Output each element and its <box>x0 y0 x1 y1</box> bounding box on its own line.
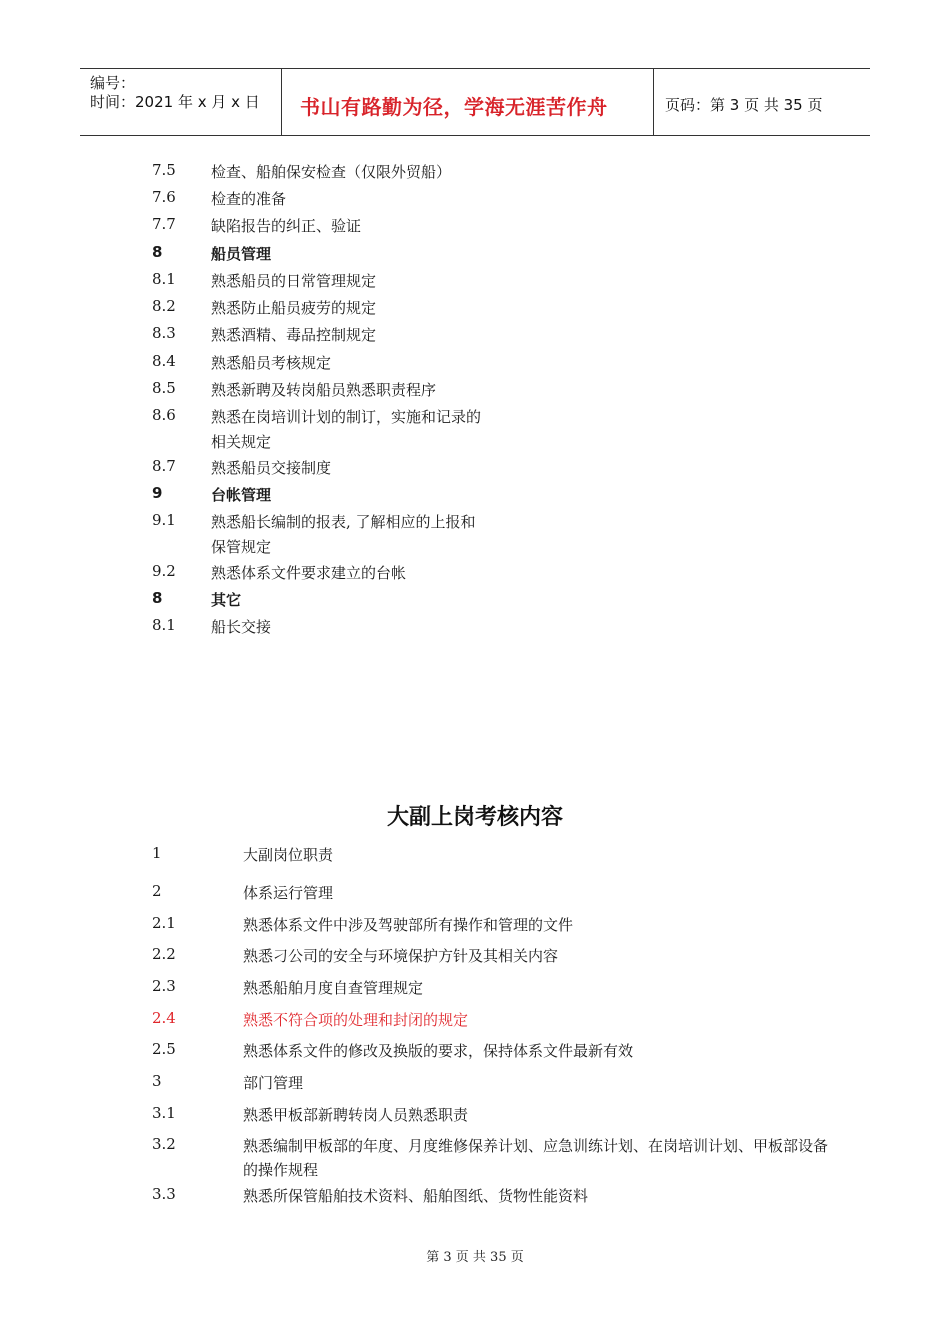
item-number: 8.1 <box>152 270 176 288</box>
item-text-continued: 相关规定 <box>211 433 272 451</box>
section-title: 大副上岗考核内容 <box>386 805 563 830</box>
item-number: 9 <box>152 484 163 502</box>
item-text: 检查、船舶保安检查（仅限外贸船） <box>211 163 452 181</box>
item-text: 熟悉船舶月度自查管理规定 <box>243 979 424 997</box>
item-number: 8.4 <box>152 352 176 370</box>
item-number: 3 <box>152 1072 162 1090</box>
item-text: 熟悉船长编制的报表, 了解相应的上报和 <box>211 513 476 531</box>
item-number: 8.2 <box>152 297 176 315</box>
item-number: 8.3 <box>152 324 176 342</box>
time-label: 时间：2021 年 x 月 x 日 <box>90 93 260 111</box>
item-text: 熟悉酒精、毒品控制规定 <box>211 326 377 344</box>
item-text: 其它 <box>211 591 242 609</box>
item-text: 熟悉甲板部新聘转岗人员熟悉职责 <box>243 1106 469 1124</box>
item-text: 缺陷报告的纠正、验证 <box>211 217 362 235</box>
item-number: 7.6 <box>152 188 176 206</box>
header-motto: 书山有路勤为径，学海无涯苦作舟 <box>300 95 608 119</box>
item-number: 8.6 <box>152 406 176 424</box>
item-text: 熟悉船员考核规定 <box>211 354 332 372</box>
header-divider <box>281 69 282 135</box>
item-number: 2.5 <box>152 1040 176 1058</box>
serial-label: 编号： <box>90 74 136 92</box>
item-number: 3.3 <box>152 1185 176 1203</box>
item-text: 熟悉在岗培训计划的制订，实施和记录的 <box>211 408 482 426</box>
item-text: 熟悉所保管船舶技术资料、船舶图纸、货物性能资料 <box>243 1187 589 1205</box>
item-text: 船长交接 <box>211 618 272 636</box>
item-text: 熟悉体系文件要求建立的台帐 <box>211 564 407 582</box>
item-text-continued: 保管规定 <box>211 538 272 556</box>
item-text: 熟悉体系文件中涉及驾驶部所有操作和管理的文件 <box>243 916 574 934</box>
item-number: 8.1 <box>152 616 176 634</box>
item-text: 大副岗位职责 <box>243 846 334 864</box>
item-text: 部门管理 <box>243 1074 304 1092</box>
item-number: 2 <box>152 882 162 900</box>
item-text: 熟悉防止船员疲劳的规定 <box>211 299 377 317</box>
item-number: 2.1 <box>152 914 176 932</box>
item-text: 检查的准备 <box>211 190 287 208</box>
item-number: 7.5 <box>152 161 176 179</box>
item-text: 熟悉不符合项的处理和封闭的规定 <box>243 1011 469 1029</box>
item-number: 3.2 <box>152 1135 176 1153</box>
item-number: 1 <box>152 844 162 862</box>
item-number: 8 <box>152 243 163 261</box>
page-footer: 第 3 页 共 35 页 <box>426 1250 524 1265</box>
item-text: 熟悉刁公司的安全与环境保护方针及其相关内容 <box>243 947 559 965</box>
item-text: 熟悉船员的日常管理规定 <box>211 272 377 290</box>
page-header <box>80 68 870 136</box>
item-number: 8.5 <box>152 379 176 397</box>
item-text: 体系运行管理 <box>243 884 334 902</box>
item-text: 熟悉编制甲板部的年度、月度维修保养计划、应急训练计划、在岗培训计划、甲板部设备 <box>243 1137 829 1155</box>
item-text-continued: 的操作规程 <box>243 1161 319 1179</box>
item-text: 台帐管理 <box>211 486 272 504</box>
item-number: 2.4 <box>152 1009 176 1027</box>
item-text: 船员管理 <box>211 245 272 263</box>
item-text: 熟悉船员交接制度 <box>211 459 332 477</box>
item-number: 8 <box>152 589 163 607</box>
item-text: 熟悉新聘及转岗船员熟悉职责程序 <box>211 381 437 399</box>
item-number: 9.1 <box>152 511 176 529</box>
item-number: 9.2 <box>152 562 176 580</box>
item-number: 8.7 <box>152 457 176 475</box>
item-number: 3.1 <box>152 1104 176 1122</box>
header-divider <box>653 69 654 135</box>
item-number: 2.2 <box>152 945 176 963</box>
item-number: 2.3 <box>152 977 176 995</box>
item-text: 熟悉体系文件的修改及换版的要求，保持体系文件最新有效 <box>243 1042 634 1060</box>
item-number: 7.7 <box>152 215 176 233</box>
page-label: 页码：第 3 页 共 35 页 <box>665 96 823 114</box>
